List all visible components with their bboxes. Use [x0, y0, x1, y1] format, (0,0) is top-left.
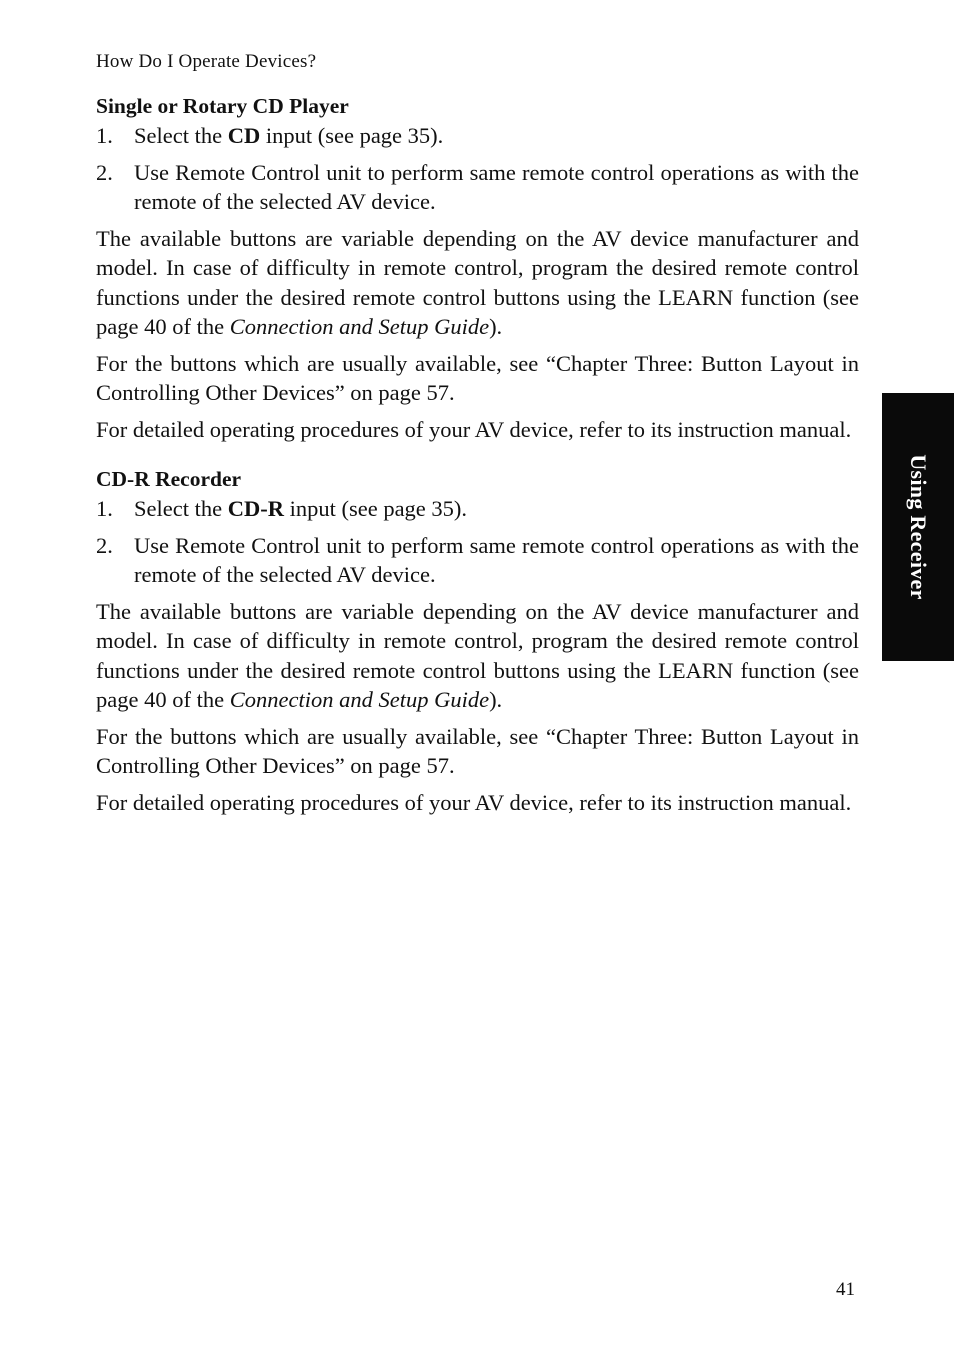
paragraph: For detailed operating procedures of your AV device, refer to its instruction manual.: [96, 416, 852, 442]
step-text: Select the: [134, 123, 228, 148]
input-name: CD: [227, 123, 261, 148]
paragraph: For the buttons which are usually available, see “Chapter Three: Button Layout in Controlling Other Devices” on page 57.: [96, 723, 859, 778]
step-number: 1.: [96, 496, 113, 521]
chapter-side-tab: [882, 393, 954, 661]
section-single-rotary-cd: [96, 92, 859, 444]
step-number: 2.: [96, 532, 113, 558]
step-text: Use Remote Control unit to perform same remote control operations as with the remote of the selected AV device.: [134, 159, 859, 214]
step-item: [96, 494, 859, 524]
step-text: Select the: [134, 496, 228, 521]
paragraph-text: ).: [489, 687, 503, 712]
paragraph-text: The available buttons are variable depending on the AV device manufacturer and model. In case of difficulty in remote control, program the desired remote control functions under the desired remote control buttons using the LEARN function (see page 40 of the: [96, 598, 859, 712]
step-text: Use Remote Control unit to perform same remote control operations as with the remote of the selected AV device.: [134, 532, 859, 587]
step-item: [96, 531, 859, 590]
input-name: CD-R: [227, 496, 284, 521]
step-item: [96, 121, 859, 151]
paragraph: [96, 224, 859, 342]
paragraph: For detailed operating procedures of your AV device, refer to its instruction manual.: [96, 789, 852, 815]
running-head: How Do I Operate Devices?: [96, 51, 317, 72]
paragraph: [96, 597, 859, 715]
paragraph-text: The available buttons are variable depending on the AV device manufacturer and model. In case of difficulty in remote control, program the desired remote control functions under the desired remote control buttons using the LEARN function (see page 40 of the: [96, 225, 859, 339]
page-number: 41: [836, 1279, 855, 1300]
guide-title: Connection and Setup Guide: [229, 314, 490, 339]
section-cd-r-recorder: [96, 465, 859, 817]
side-tab-label: Using Receiver: [906, 454, 931, 600]
paragraph-text: ).: [489, 314, 503, 339]
step-text: input (see page 35).: [283, 496, 468, 521]
step-number: 2.: [96, 159, 113, 185]
page-content: [96, 92, 859, 817]
section-heading: Single or Rotary CD Player: [96, 94, 349, 118]
step-list: [96, 121, 859, 217]
guide-title: Connection and Setup Guide: [229, 687, 490, 712]
paragraph: For the buttons which are usually available, see “Chapter Three: Button Layout in Controlling Other Devices” on page 57.: [96, 350, 859, 405]
step-number: 1.: [96, 123, 113, 148]
step-text: input (see page 35).: [260, 123, 444, 148]
section-heading: CD-R Recorder: [96, 467, 242, 491]
step-item: [96, 158, 859, 217]
step-list: [96, 494, 859, 590]
